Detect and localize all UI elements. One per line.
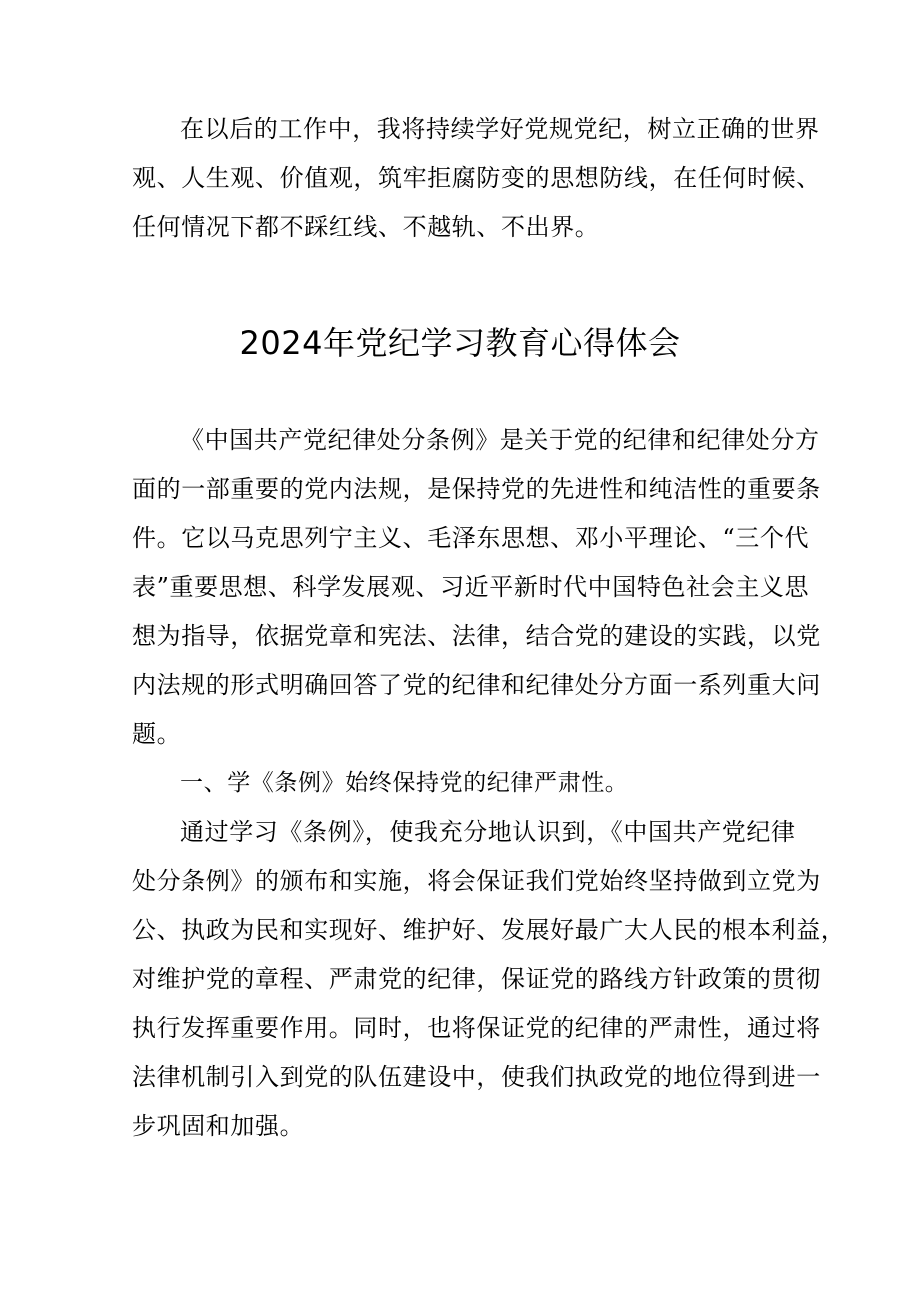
text-line: 步巩固和加强。: [132, 1112, 305, 1140]
paragraph-1: [132, 416, 821, 759]
text-line: 观、人生观、价值观，筑牢拒腐防变的思想防线，在任何时候、: [132, 164, 821, 192]
text-line: 任何情况下都不踩红线、不越轨、不出界。: [132, 213, 600, 241]
text-line: 在以后的工作中，我将持续学好党规党纪，树立正确的世界: [180, 115, 820, 143]
text-line: 件。它以马克思列宁主义、毛泽东思想、邓小平理论、“三个代: [132, 524, 810, 552]
document-title: 2024年党纪学习教育心得体会: [239, 324, 681, 362]
text-line: 内法规的形式明确回答了党的纪律和纪律处分方面一系列重大问: [132, 671, 821, 699]
paragraph-2: [132, 808, 846, 1151]
intro-paragraph: [132, 105, 821, 252]
text-line: 法律机制引入到党的队伍建设中，使我们执政党的地位得到进一: [132, 1063, 821, 1091]
text-line: 处分条例》的颁布和实施，将会保证我们党始终坚持做到立党为: [132, 867, 821, 895]
text-line: 题。: [132, 720, 182, 748]
text-line: 想为指导，依据党章和宪法、法律，结合党的建设的实践，以党: [132, 622, 821, 650]
text-line: 对维护党的章程、严肃党的纪律，保证党的路线方针政策的贯彻: [132, 965, 821, 993]
section-heading-1: [132, 759, 792, 808]
text-line: 执行发挥重要作用。同时，也将保证党的纪律的严肃性，通过将: [132, 1014, 821, 1042]
text-line: 《中国共产党纪律处分条例》是关于党的纪律和纪律处分方: [180, 426, 820, 454]
text-line: 表”重要思想、科学发展观、习近平新时代中国特色社会主义思: [132, 573, 810, 601]
text-line: 通过学习《条例》，使我充分地认识到，《中国共产党纪律: [180, 818, 796, 846]
section-heading-text: 一、学《条例》始终保持党的纪律严肃性。: [180, 770, 629, 796]
text-line: 公、执政为民和实现好、维护好、发展好最广大人民的根本利益，: [132, 916, 846, 944]
text-line: 面的一部重要的党内法规，是保持党的先进性和纯洁性的重要条: [132, 475, 821, 503]
